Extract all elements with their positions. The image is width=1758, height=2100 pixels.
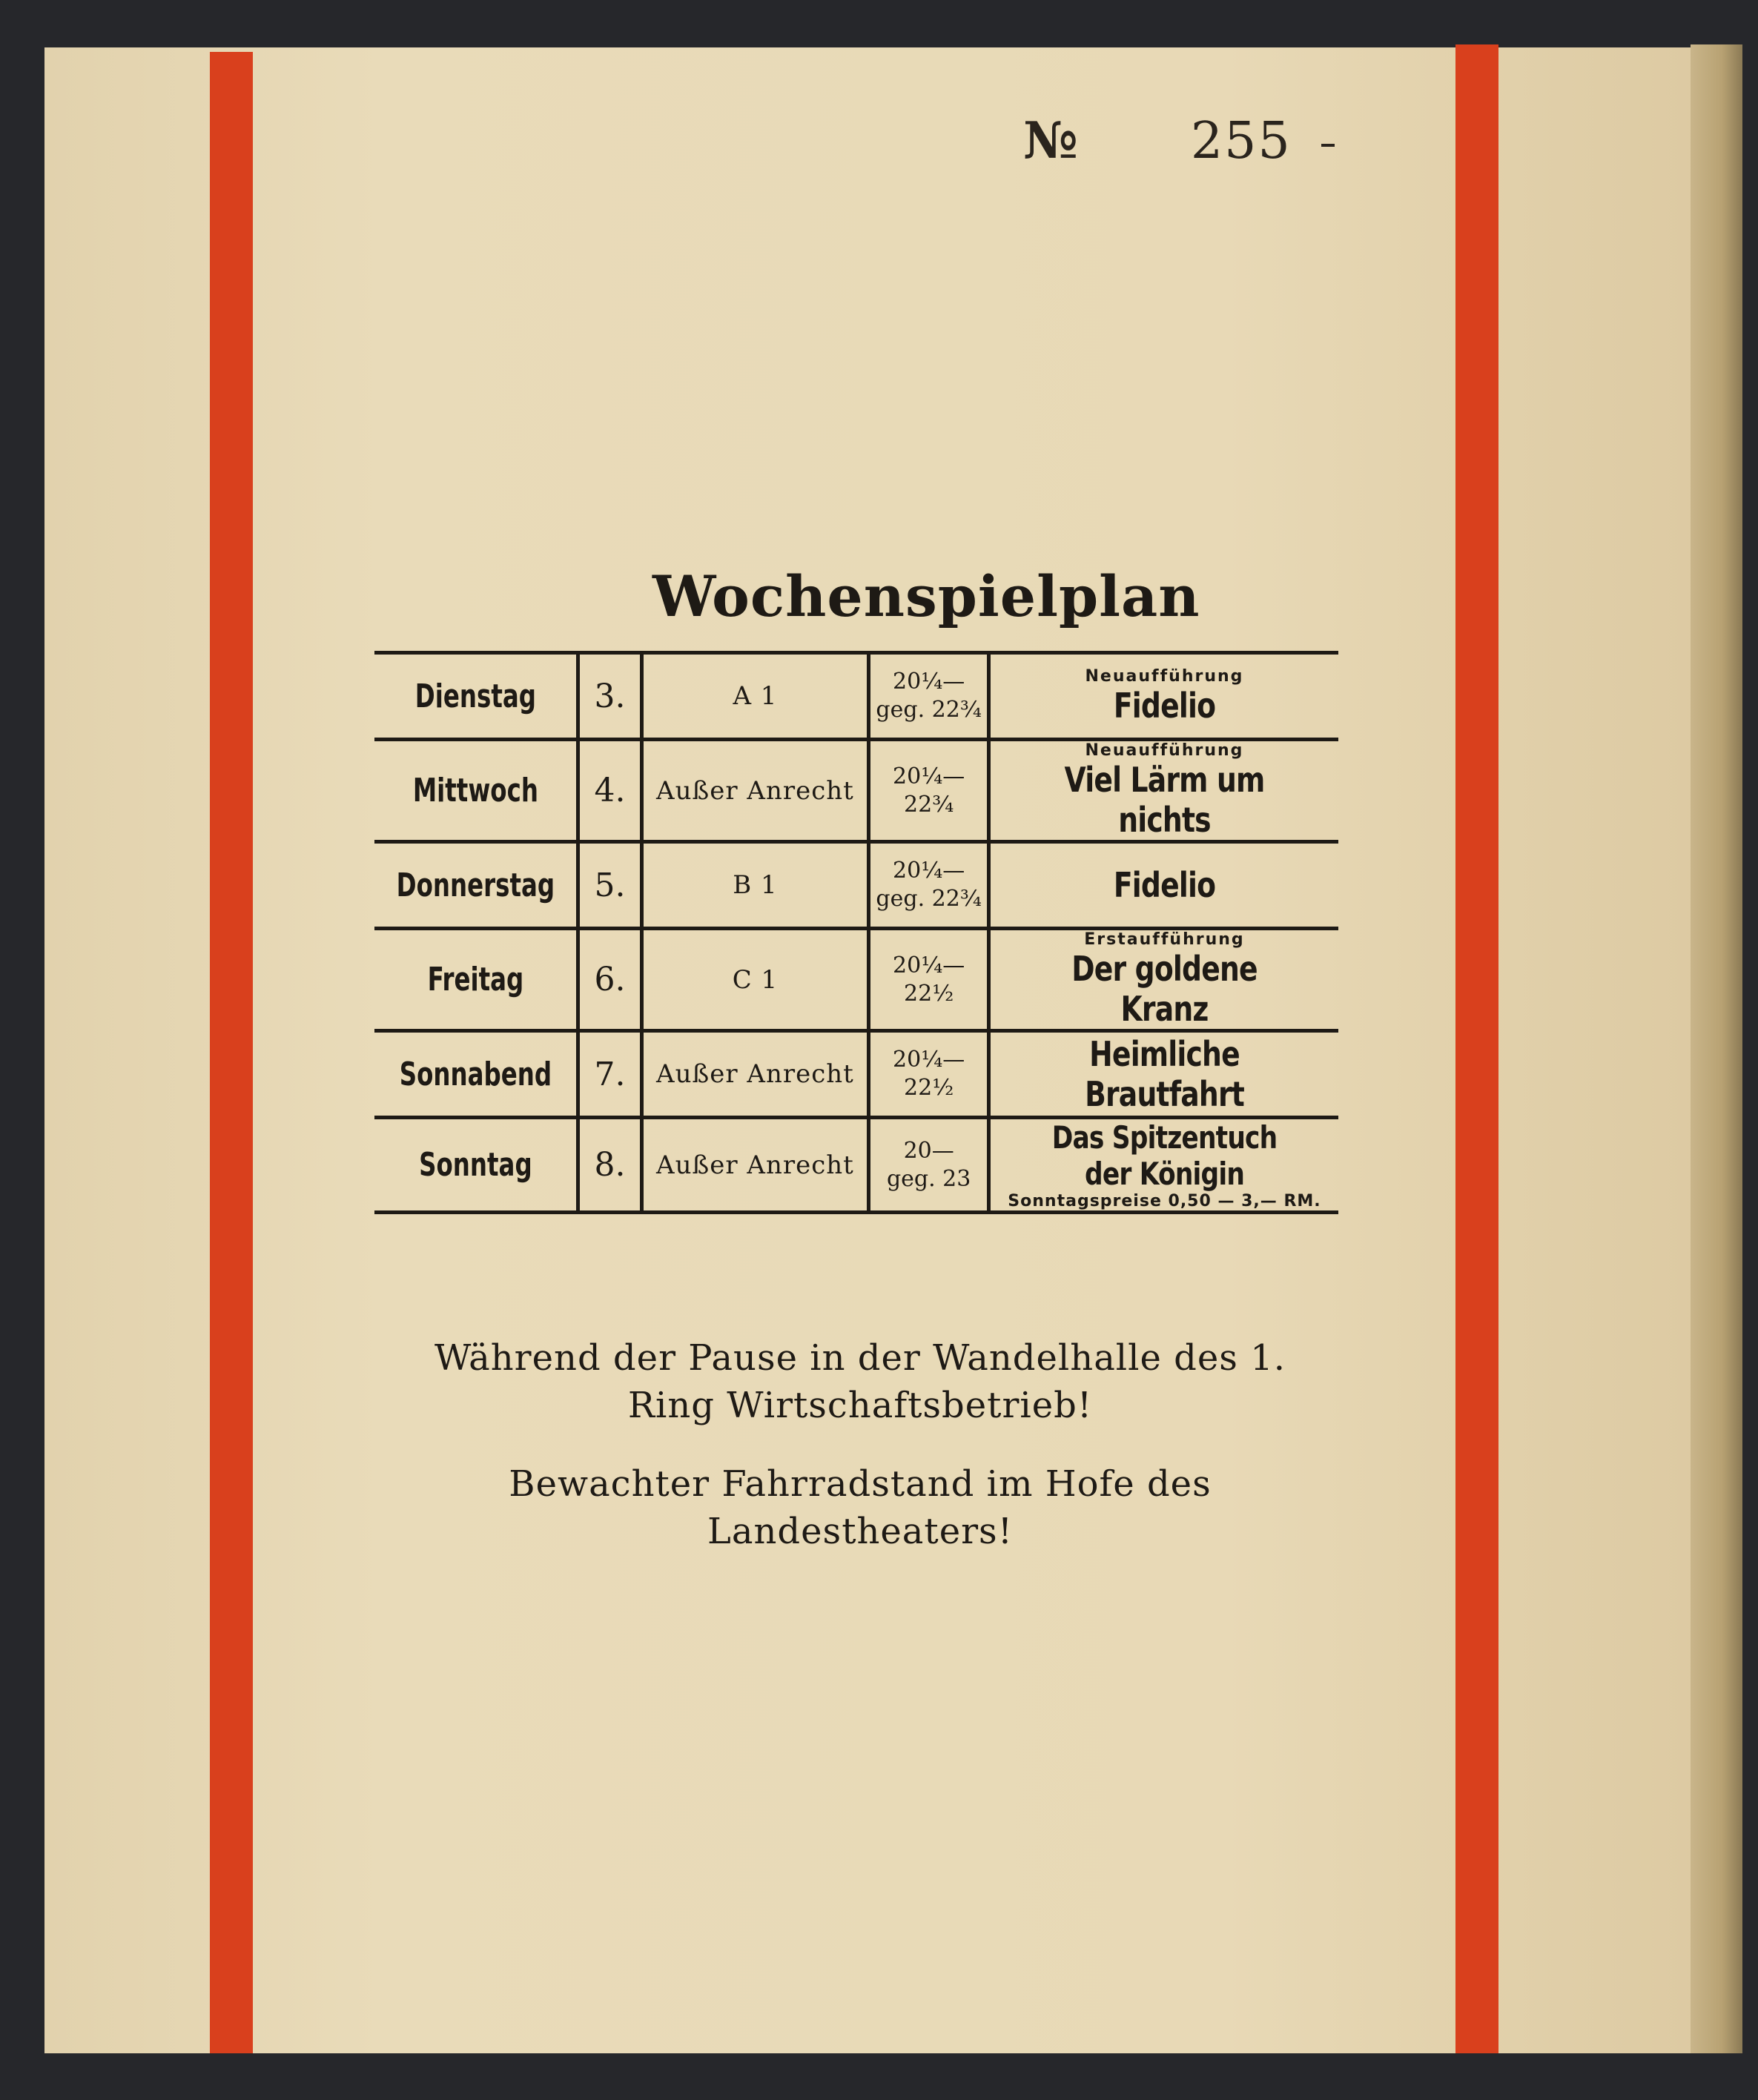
time-start: 20¼— — [893, 763, 965, 789]
time-cell — [869, 842, 989, 929]
date-value: 6. — [594, 961, 626, 998]
date-value: 3. — [594, 677, 626, 715]
work-title: Fidelio — [1113, 865, 1216, 905]
time-cell — [869, 1031, 989, 1118]
time-end: 22½ — [904, 980, 954, 1007]
subscription-cell — [641, 653, 869, 740]
subscription-value: A 1 — [733, 681, 778, 711]
day-name: Dienstag — [414, 677, 537, 715]
time-start: 20¼— — [893, 669, 965, 695]
time-cell — [869, 740, 989, 842]
date-value: 8. — [594, 1146, 626, 1184]
schedule-row — [374, 1031, 1338, 1118]
play-cell — [988, 1031, 1338, 1118]
subscription-value: C 1 — [732, 964, 779, 995]
weekly-schedule-table — [374, 651, 1338, 1214]
time-end: 22½ — [904, 1075, 954, 1101]
schedule-body — [374, 653, 1338, 1213]
subscription-cell — [641, 842, 869, 929]
subscription-cell — [641, 1118, 869, 1213]
price-note: Sonntagspreise 0,50 — 3,— RM. — [1008, 1192, 1321, 1210]
play-cell — [988, 653, 1338, 740]
date-cell — [578, 1118, 641, 1213]
subscription-value: Außer Anrecht — [656, 775, 854, 806]
date-cell — [578, 1031, 641, 1118]
day-cell — [393, 842, 560, 929]
play-cell — [988, 1118, 1338, 1213]
subscription-value: Außer Anrecht — [656, 1150, 854, 1180]
day-cell — [393, 653, 560, 740]
schedule-row — [374, 740, 1338, 842]
day-name: Sonnabend — [399, 1055, 552, 1093]
schedule-row — [374, 653, 1338, 740]
time-end: geg. 22¾ — [876, 697, 982, 723]
subscription-value: Außer Anrecht — [656, 1059, 854, 1089]
time-cell — [869, 653, 989, 740]
day-cell — [393, 1031, 560, 1118]
work-title: Fidelio — [1113, 685, 1216, 726]
time-start: 20¼— — [893, 858, 965, 884]
page-edge — [1691, 44, 1742, 2053]
day-name: Mittwoch — [412, 772, 538, 809]
subscription-cell — [641, 740, 869, 842]
date-cell — [578, 842, 641, 929]
number-dash — [1321, 144, 1335, 147]
play-cell — [988, 929, 1338, 1031]
time-cell — [869, 929, 989, 1031]
page-title: Wochenspielplan — [652, 563, 1200, 629]
day-name: Sonntag — [419, 1146, 532, 1184]
date-value: 7. — [594, 1055, 626, 1093]
work-title: Das Spitzentuch der Königin — [1051, 1119, 1278, 1192]
number-value: 255 — [1190, 112, 1292, 170]
work-title: Viel Lärm um nichts — [1064, 760, 1265, 840]
time-start: 20¼— — [893, 952, 965, 978]
day-cell — [393, 740, 560, 842]
pause-notice: Während der Pause in der Wandelhalle des 1. Ring Wirtschaftsbetrieb! — [434, 1337, 1286, 1426]
day-name: Donnerstag — [396, 866, 555, 904]
subscription-cell — [641, 1031, 869, 1118]
date-cell — [578, 740, 641, 842]
schedule-row — [374, 929, 1338, 1031]
time-start: 20¼— — [893, 1047, 965, 1073]
date-value: 4. — [594, 772, 626, 809]
play-cell — [988, 842, 1338, 929]
time-end: geg. 23 — [886, 1165, 971, 1192]
performance-note: Erstaufführung — [1084, 930, 1245, 949]
day-cell — [393, 1118, 560, 1213]
time-start: 20— — [903, 1137, 954, 1164]
subscription-cell — [641, 929, 869, 1031]
play-cell — [988, 740, 1338, 842]
time-end: geg. 22¾ — [876, 886, 982, 912]
bicycle-notice: Bewachter Fahrradstand im Hofe des Landestheaters! — [509, 1463, 1212, 1552]
schedule-row — [374, 842, 1338, 929]
work-title: Heimliche Brautfahrt — [1085, 1034, 1244, 1114]
time-end: 22¾ — [904, 791, 954, 818]
date-cell — [578, 929, 641, 1031]
day-cell — [393, 929, 560, 1031]
number-sign: № — [1023, 111, 1080, 170]
program-number — [1023, 111, 1335, 170]
date-value: 5. — [594, 866, 626, 904]
performance-note: Neuaufführung — [1085, 666, 1244, 686]
left-red-stripe — [210, 52, 253, 2053]
right-red-stripe — [1455, 44, 1498, 2053]
subscription-value: B 1 — [733, 870, 778, 900]
performance-note: Neuaufführung — [1085, 741, 1244, 760]
date-cell — [578, 653, 641, 740]
work-title: Der goldene Kranz — [1071, 949, 1258, 1029]
day-name: Freitag — [427, 961, 524, 998]
schedule-row — [374, 1118, 1338, 1213]
time-cell — [869, 1118, 989, 1213]
